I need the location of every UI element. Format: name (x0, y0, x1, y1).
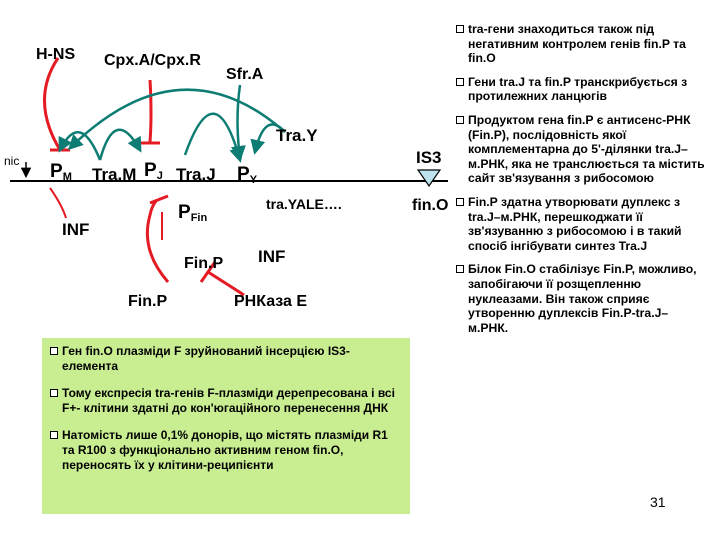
label-hns: H-NS (36, 46, 76, 63)
label-tray: Tra.Y (276, 126, 318, 145)
tray-to-pm-arc (70, 90, 285, 148)
inf-left-line (50, 188, 66, 218)
cpx-repression-line (150, 80, 151, 142)
finp-repression-bar (150, 196, 168, 203)
bullet-box-icon (50, 389, 58, 397)
label-finp-mid: Fin.P (184, 255, 224, 272)
note-bullet: Натомість лише 0,1% донорів, що містять плазміди R1 та R100 з функціонально активним геном fin.O, переносять їх у клітини-реципієнти (50, 428, 402, 473)
hns-repression-line (44, 58, 60, 150)
label-rnkaza: РНКаза Е (234, 293, 308, 310)
label-sfra: Sfr.A (226, 66, 264, 83)
label-nic: nic (4, 154, 20, 168)
bullet-box-icon (456, 265, 464, 273)
bullet-box-icon (456, 25, 464, 33)
bullet-box-icon (456, 78, 464, 86)
note-box (42, 338, 410, 514)
tram-to-pm-arc (60, 132, 100, 160)
note-bullet: Ген fin.O плазміди F зруйнований інсерцією IS3-елемента (50, 344, 402, 374)
right-bullet: Продуктом гена fin.P є антисенс-РНК (Fin.P), послідовність якої комплементарна до 5'-ділянки tra.J–м.РНК, яка не транслюється та містить сайт зв'язування з рибосомою (456, 113, 706, 186)
right-bullet: tra-гени знаходиться також під негативним контролем генів fin.P та fin.O (456, 22, 706, 66)
label-tram: Tra.M (92, 165, 137, 184)
rnase-repression-line (208, 272, 244, 295)
label-pfin: PFin (178, 202, 208, 224)
sfra-to-py-arc (238, 85, 241, 158)
traj-to-py-arc (185, 114, 240, 160)
label-is3: IS3 (416, 148, 442, 167)
label-py: PY (237, 164, 258, 186)
tram-to-pj-arc (100, 130, 140, 160)
label-inf-left: INF (62, 220, 90, 239)
finp-repression-line (147, 200, 168, 282)
label-inf-right: INF (258, 247, 286, 266)
is3-insertion-icon (418, 170, 440, 186)
label-finp-left: Fin.P (128, 293, 168, 310)
label-traj: Tra.J (176, 165, 216, 184)
label-pm: PM (50, 161, 72, 183)
right-bullet: Білок Fin.O стабілізує Fin.P, можливо, запобігаючи її розщепленню нуклеазами. Він також сприяє утворенню дуплексів Fin.P-tra.J–м.РНК. (456, 262, 706, 335)
right-bullet: Гени tra.J та fin.P транскрибується з протилежних ланцюгів (456, 75, 706, 104)
right-bullet: Fin.P здатна утворювати дуплекс з tra.J–м.РНК, перешкоджати її зв'язуванню з рибосомою і в такий спосіб інгібувати синтез Tra.J (456, 195, 706, 253)
label-fino: fin.O (412, 197, 449, 214)
regulation-diagram (0, 0, 460, 330)
label-trayale: tra.YALE…. (266, 196, 342, 212)
bullet-box-icon (456, 116, 464, 124)
bullet-box-icon (50, 347, 58, 355)
right-column (456, 22, 706, 344)
label-pj: PJ (144, 160, 163, 182)
bullet-box-icon (456, 198, 464, 206)
slide-number: 31 (650, 494, 666, 510)
note-bullet: Тому експресія tra-генів F-плазміди дерепресована і всі F+- клітини здатні до кон'югаційного перенесення ДНК (50, 386, 402, 416)
bullet-box-icon (50, 431, 58, 439)
label-cpx: Cpx.A/Cpx.R (104, 52, 201, 69)
